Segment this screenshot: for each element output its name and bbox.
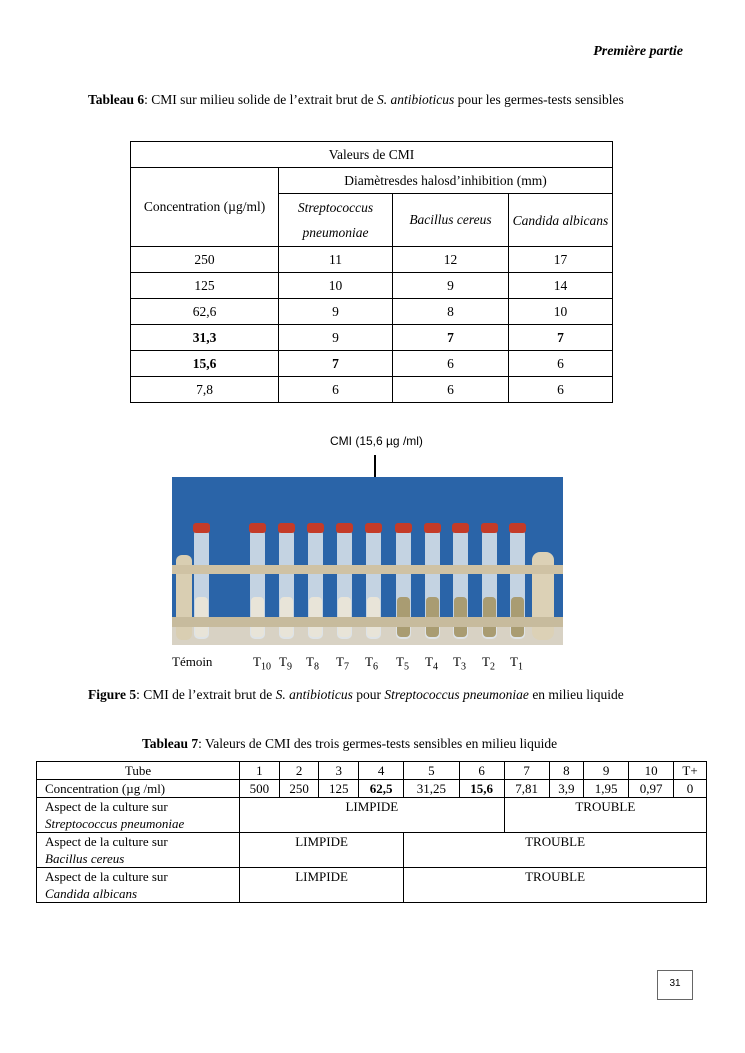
value-cell: 6 [509, 377, 613, 403]
value-cell: 11 [279, 247, 393, 273]
table-row [131, 273, 613, 299]
tableau7-conc-label: Concentration (µg /ml) [37, 780, 240, 798]
concentration-cell: 7,8 [131, 377, 279, 403]
organism-name: Candida albicans [45, 886, 138, 901]
table-row [131, 325, 613, 351]
concentration-cell: 62,5 [359, 780, 404, 798]
value-cell: 7 [393, 325, 509, 351]
tableau7-caption-text: : Valeurs de CMI des trois germes-tests sensibles en milieu liquide [198, 736, 558, 751]
tube-cap [452, 523, 469, 533]
concentration-cell: 15,6 [131, 351, 279, 377]
concentration-cell: 3,9 [549, 780, 583, 798]
value-cell: 6 [393, 351, 509, 377]
tableau6-col-concentration: Concentration (µg/ml) [131, 168, 279, 247]
result-trouble: TROUBLE [404, 868, 707, 903]
tube-cap [336, 523, 353, 533]
figure5-caption-species2: Streptococcus pneumoniae [384, 687, 529, 702]
organism-name: Streptococcus pneumoniae [45, 816, 185, 831]
concentration-cell: 31,25 [404, 780, 460, 798]
table-row [131, 299, 613, 325]
value-cell: 8 [393, 299, 509, 325]
concentration-cell: 0 [674, 780, 707, 798]
tableau6-col-species: Streptococcus pneumoniae [279, 194, 393, 247]
tube-number-cell: 9 [584, 762, 629, 780]
tableau7-tube-label: Tube [37, 762, 240, 780]
tube-label: $T_1$ [510, 654, 523, 673]
cmi-label: CMI (15,6 µg /ml) [330, 434, 423, 448]
tube-cap [307, 523, 324, 533]
tableau6-caption-post: pour les germes-tests sensibles [454, 92, 624, 107]
tube-number-cell: T+ [674, 762, 707, 780]
concentration-cell: 250 [279, 780, 319, 798]
value-cell: 17 [509, 247, 613, 273]
value-cell: 12 [393, 247, 509, 273]
tube-number-cell: 3 [319, 762, 359, 780]
figure5-caption-label: Figure 5 [88, 687, 137, 702]
tube-number-cell: 4 [359, 762, 404, 780]
result-limpide: LIMPIDE [240, 833, 404, 868]
tableau6 [130, 141, 613, 403]
tube-cap [365, 523, 382, 533]
value-cell: 7 [279, 351, 393, 377]
tube-cap [481, 523, 498, 533]
concentration-cell: 500 [240, 780, 280, 798]
value-cell: 9 [393, 273, 509, 299]
tube-cap [395, 523, 412, 533]
tableau7-row-label [37, 798, 240, 833]
tube-cap [424, 523, 441, 533]
concentration-cell: 125 [319, 780, 359, 798]
table-row [131, 247, 613, 273]
value-cell: 9 [279, 325, 393, 351]
figure5-caption [88, 683, 656, 707]
page-number: 31 [657, 970, 693, 1000]
concentration-cell: 0,97 [629, 780, 674, 798]
value-cell: 10 [279, 273, 393, 299]
tableau6-title: Valeurs de CMI [131, 142, 613, 168]
value-cell: 6 [393, 377, 509, 403]
aspect-prefix: Aspect de la culture sur [45, 799, 168, 814]
value-cell: 14 [509, 273, 613, 299]
table-row [131, 377, 613, 403]
tube-label: $T_7$ [336, 654, 349, 673]
tube-cap [509, 523, 526, 533]
tableau7-row-label [37, 833, 240, 868]
figure5-caption-species1: S. antibioticus [275, 687, 353, 702]
concentration-cell: 15,6 [459, 780, 504, 798]
tube-number-cell: 1 [240, 762, 280, 780]
tube-label: $T_4$ [425, 654, 438, 673]
tube-number-cell: 10 [629, 762, 674, 780]
concentration-cell: 1,95 [584, 780, 629, 798]
tableau6-subtitle: Diamètresdes halosd’inhibition (mm) [279, 168, 613, 194]
tube-number-cell: 5 [404, 762, 460, 780]
concentration-cell: 125 [131, 273, 279, 299]
tube-number-cell: 6 [459, 762, 504, 780]
tableau6-caption [88, 88, 656, 112]
tube-cap [278, 523, 295, 533]
tube-label: $T_9$ [279, 654, 292, 673]
result-trouble: TROUBLE [404, 833, 707, 868]
result-limpide: LIMPIDE [240, 868, 404, 903]
tableau7 [36, 761, 707, 903]
tube-rack-photo [172, 477, 563, 645]
tube-rack-illustration [172, 477, 563, 645]
value-cell: 10 [509, 299, 613, 325]
value-cell: 7 [509, 325, 613, 351]
tube-label: $T_2$ [482, 654, 495, 673]
concentration-cell: 7,81 [504, 780, 549, 798]
aspect-prefix: Aspect de la culture sur [45, 869, 168, 884]
value-cell: 6 [509, 351, 613, 377]
tableau6-caption-species: S. antibioticus [377, 92, 455, 107]
section-header: Première partie [593, 44, 683, 59]
tube-number-cell: 7 [504, 762, 549, 780]
concentration-cell: 62,6 [131, 299, 279, 325]
value-cell: 6 [279, 377, 393, 403]
figure5-caption-post: en milieu liquide [528, 687, 624, 702]
table-row [131, 351, 613, 377]
tableau7-caption [142, 736, 557, 752]
figure5-caption-pre: : CMI de l’extrait brut de [136, 687, 276, 702]
tube-cap [249, 523, 266, 533]
aspect-prefix: Aspect de la culture sur [45, 834, 168, 849]
tube-label: $T_8$ [306, 654, 319, 673]
tableau6-col-species: Candida albicans [509, 194, 613, 247]
tube-number-cell: 2 [279, 762, 319, 780]
tableau6-caption-label: Tableau 6 [88, 92, 145, 107]
tube-number-cell: 8 [549, 762, 583, 780]
result-trouble: TROUBLE [504, 798, 706, 833]
tube-cap [193, 523, 210, 533]
tableau7-caption-label: Tableau 7 [142, 736, 199, 751]
tableau7-row-label [37, 868, 240, 903]
tube-label: Témoin [172, 654, 213, 669]
tableau6-col-species: Bacillus cereus [393, 194, 509, 247]
concentration-cell: 250 [131, 247, 279, 273]
tube-label: $T_6$ [365, 654, 378, 673]
tube-label: $T_{10}$ [253, 654, 271, 673]
tube-label: $T_3$ [453, 654, 466, 673]
figure5-caption-mid: pour [352, 687, 385, 702]
value-cell: 9 [279, 299, 393, 325]
tableau6-caption-pre: : CMI sur milieu solide de l’extrait brut de [144, 92, 377, 107]
tube-label: $T_5$ [396, 654, 409, 673]
organism-name: Bacillus cereus [45, 851, 125, 866]
result-limpide: LIMPIDE [240, 798, 505, 833]
concentration-cell: 31,3 [131, 325, 279, 351]
